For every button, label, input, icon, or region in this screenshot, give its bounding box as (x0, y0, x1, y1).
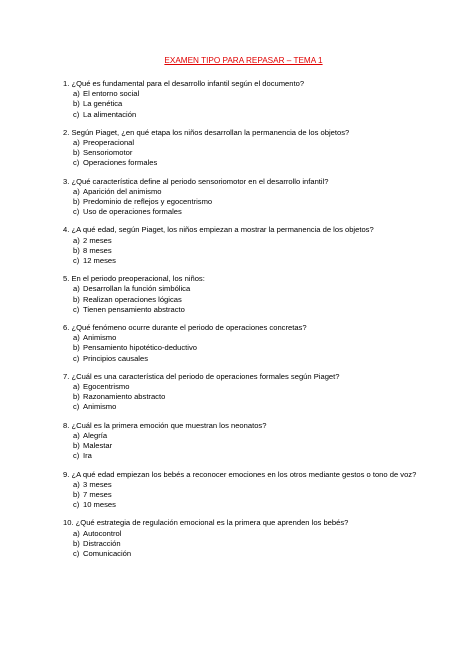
question-item (63, 323, 434, 364)
option-text: El entorno social (83, 89, 140, 99)
option-text: Pensamiento hipotético-deductivo (83, 343, 197, 353)
answer-options (63, 138, 434, 169)
option-letter: b) (73, 148, 80, 158)
answer-option (73, 207, 434, 217)
option-letter: b) (73, 441, 80, 451)
option-text: Sensoriomotor (83, 148, 133, 158)
option-letter: c) (73, 256, 80, 266)
question-item (63, 421, 434, 462)
question-text: 8. ¿Cuál es la primera emoción que muestran los neonatos? (63, 420, 267, 430)
option-text: La genética (83, 99, 123, 109)
option-text: Autocontrol (83, 528, 122, 538)
option-text: Desarrollan la función simbólica (83, 284, 191, 294)
option-text: Distracción (83, 538, 121, 548)
option-text: Animismo (83, 402, 117, 412)
answer-option (73, 110, 434, 120)
answer-options (63, 382, 434, 413)
option-letter: b) (73, 99, 80, 109)
option-letter: c) (73, 500, 80, 510)
question-item (63, 79, 434, 120)
answer-option (73, 382, 434, 392)
option-letter: a) (73, 89, 80, 99)
answer-option (73, 138, 434, 148)
option-letter: b) (73, 343, 80, 353)
option-letter: b) (73, 245, 80, 255)
question-text: 1. ¿Qué es fundamental para el desarrollo infantil según el documento? (63, 79, 305, 88)
answer-options (63, 284, 434, 315)
answer-options (63, 187, 434, 218)
answer-option (73, 451, 434, 461)
question-item (63, 518, 434, 559)
answer-option (73, 354, 434, 364)
answer-options (63, 236, 434, 267)
option-text: Razonamiento abstracto (83, 392, 166, 402)
question-text: 6. ¿Qué fenómeno ocurre durante el periodo de operaciones concretas? (63, 323, 307, 333)
option-letter: c) (73, 548, 80, 558)
option-letter: a) (73, 284, 80, 294)
question-text: 7. ¿Cuál es una característica del periodo de operaciones formales según Piaget? (63, 371, 340, 381)
question-text: 3. ¿Qué característica define al periodo sensoriomotor en el desarrollo infantil? (63, 176, 329, 186)
answer-option (73, 256, 434, 266)
option-text: Operaciones formales (83, 158, 158, 168)
option-text: Preoperacional (83, 138, 135, 148)
question-text: 9. ¿A qué edad empiezan los bebés a reconocer emociones en los otros mediante gestos o tono de voz? (63, 469, 417, 479)
question-list (63, 79, 434, 559)
answer-option (73, 284, 434, 294)
answer-options (63, 480, 434, 511)
option-letter: c) (73, 353, 80, 363)
option-text: 7 meses (83, 489, 112, 499)
exam-title: EXAMEN TIPO PARA REPASAR – TEMA 1 (164, 56, 323, 65)
question-text: 4. ¿A qué edad, según Piaget, los niños empiezan a mostrar la permanencia de los objetos? (63, 225, 374, 235)
option-text: Tienen pensamiento abstracto (83, 304, 185, 314)
answer-option (73, 490, 434, 500)
answer-option (73, 148, 434, 158)
option-letter: c) (73, 451, 80, 461)
option-letter: a) (73, 138, 80, 148)
option-text: Uso de operaciones formales (83, 207, 182, 217)
answer-option (73, 441, 434, 451)
answer-option (73, 305, 434, 315)
answer-options (63, 431, 434, 462)
option-text: Egocentrismo (83, 382, 130, 392)
option-text: Aparición del animismo (83, 186, 162, 196)
option-letter: b) (73, 538, 80, 548)
option-letter: c) (73, 402, 80, 412)
option-text: 2 meses (83, 235, 112, 245)
answer-option (73, 187, 434, 197)
option-letter: a) (73, 479, 80, 489)
answer-option (73, 197, 434, 207)
question-item (63, 274, 434, 315)
option-text: La alimentación (83, 109, 137, 119)
question-text: 10. ¿Qué estrategia de regulación emocional es la primera que aprenden los bebés? (63, 518, 349, 528)
option-text: Ira (83, 451, 92, 461)
option-letter: a) (73, 186, 80, 196)
option-letter: a) (73, 333, 80, 343)
question-text: 2. Según Piaget, ¿en qué etapa los niños desarrollan la permanencia de los objetos? (63, 127, 350, 137)
question-item (63, 128, 434, 169)
answer-option (73, 89, 434, 99)
option-letter: b) (73, 197, 80, 207)
option-letter: b) (73, 294, 80, 304)
option-letter: c) (73, 158, 80, 168)
option-text: Realizan operaciones lógicas (83, 294, 182, 304)
option-text: 12 meses (83, 256, 116, 266)
option-letter: b) (73, 489, 80, 499)
question-item (63, 177, 434, 218)
answer-option (73, 539, 434, 549)
option-text: Animismo (83, 333, 117, 343)
option-letter: c) (73, 304, 80, 314)
answer-options (63, 333, 434, 364)
question-item (63, 225, 434, 266)
option-text: Predominio de reflejos y egocentrismo (83, 197, 213, 207)
option-text: Comunicación (83, 548, 132, 558)
question-item (63, 470, 434, 511)
answer-option (73, 236, 434, 246)
answer-option (73, 549, 434, 559)
option-text: Alegría (83, 430, 108, 440)
question-item (63, 372, 434, 413)
answer-option (73, 295, 434, 305)
option-letter: c) (73, 207, 80, 217)
answer-option (73, 158, 434, 168)
option-text: 10 meses (83, 500, 116, 510)
answer-option (73, 333, 434, 343)
answer-options (63, 89, 434, 120)
option-text: Principios causales (83, 353, 148, 363)
answer-option (73, 99, 434, 109)
option-letter: b) (73, 392, 80, 402)
option-text: Malestar (83, 441, 113, 451)
option-text: 8 meses (83, 245, 112, 255)
option-letter: a) (73, 382, 80, 392)
answer-option (73, 431, 434, 441)
option-letter: a) (73, 430, 80, 440)
answer-option (73, 529, 434, 539)
answer-options (63, 529, 434, 560)
option-letter: c) (73, 109, 80, 119)
answer-option (73, 480, 434, 490)
question-text: 5. En el periodo preoperacional, los niños: (63, 274, 205, 284)
answer-option (73, 402, 434, 412)
answer-option (73, 392, 434, 402)
option-letter: a) (73, 235, 80, 245)
option-letter: a) (73, 528, 80, 538)
answer-option (73, 246, 434, 256)
option-text: 3 meses (83, 479, 112, 489)
answer-option (73, 343, 434, 353)
answer-option (73, 500, 434, 510)
